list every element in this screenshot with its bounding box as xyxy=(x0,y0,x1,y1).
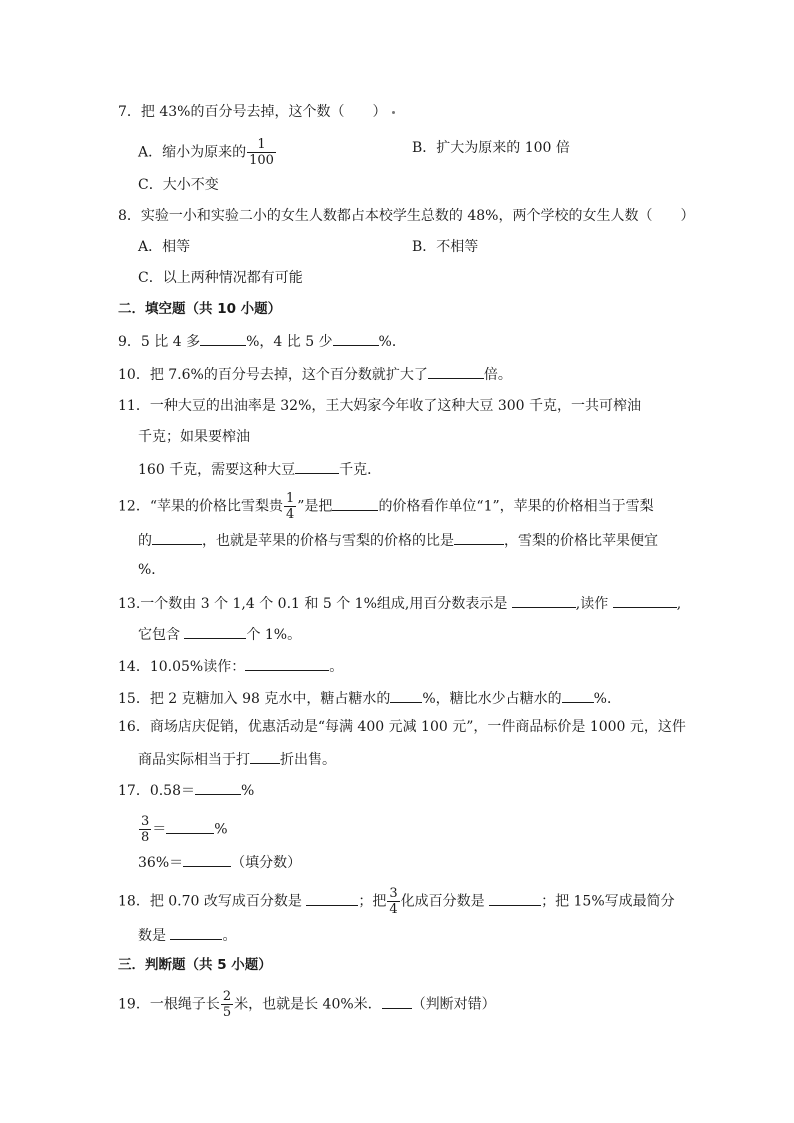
question-11-line-1: 11．一种大豆的出油率是 32%，王大妈家今年收了这种大豆 300 千克，一共可榨油 xyxy=(118,398,642,414)
q18-part: 。 xyxy=(222,928,237,944)
question-13-line-2 xyxy=(138,623,301,645)
question-13-line-1 xyxy=(118,592,681,614)
q16-part: 商品实际相当于打 xyxy=(138,752,250,768)
answer-blank[interactable] xyxy=(562,687,594,703)
fraction-2-5 xyxy=(221,990,233,1019)
question-11-line-3 xyxy=(138,458,381,480)
question-7 xyxy=(118,102,395,122)
q18-part: 18．把 0.70 改写成百分数是 xyxy=(118,893,307,910)
q10-part2: 倍。 xyxy=(483,367,512,383)
q17-part: % xyxy=(214,821,228,838)
answer-blank[interactable] xyxy=(166,818,214,834)
option-a-text: A．缩小为原来的 xyxy=(138,144,247,161)
section-3-heading: 三．判断题（共 5 小题） xyxy=(118,957,272,973)
answer-blank[interactable] xyxy=(245,655,329,671)
fraction-denominator: 100 xyxy=(249,153,274,168)
question-19 xyxy=(118,990,496,1019)
fraction-numerator: 3 xyxy=(389,886,398,901)
q9-part3: %． xyxy=(378,334,406,350)
answer-blank[interactable] xyxy=(250,748,280,764)
q13-part: 13.一个数由 3 个 1,4 个 0.1 和 5 个 1%组成,用百分数表示是 xyxy=(118,596,512,612)
question-14 xyxy=(118,655,343,677)
section-2-heading: 二．填空题（共 10 小题） xyxy=(118,301,282,317)
answer-blank[interactable] xyxy=(333,330,379,346)
question-8-option-a: A．相等 xyxy=(138,239,191,255)
question-12-line-2 xyxy=(138,529,658,551)
q11-part: 千克． xyxy=(339,462,382,478)
q18-part: ；把 xyxy=(358,893,387,910)
answer-blank[interactable] xyxy=(332,495,378,511)
answer-blank[interactable] xyxy=(184,623,246,639)
fraction-1-100 xyxy=(247,138,276,167)
q12-part: 的 xyxy=(138,533,152,549)
q13-part: 个 1%。 xyxy=(246,627,302,643)
q15-part: 15．把 2 克糖加入 98 克水中，糖占糖水的 xyxy=(118,691,391,707)
fraction-denominator: 4 xyxy=(389,902,398,917)
fraction-1-4 xyxy=(284,492,296,521)
answer-blank[interactable] xyxy=(195,779,241,795)
q17-part: % xyxy=(241,783,255,799)
answer-blank[interactable] xyxy=(295,458,339,474)
answer-blank[interactable] xyxy=(382,993,412,1009)
question-18-line-2 xyxy=(138,924,236,946)
q17-part: （填分数） xyxy=(231,855,302,871)
q13-part: ,读作 xyxy=(575,596,613,612)
question-7-text: 7．把 43%的百分号去掉，这个数（ ） xyxy=(118,104,387,120)
question-7-option-c: C．大小不变 xyxy=(138,177,219,193)
q10-part1: 10．把 7.6%的百分号去掉，这个百分数就扩大了 xyxy=(118,367,428,383)
q19-part: 19．一根绳子长 xyxy=(118,996,220,1013)
q15-part: %，糖比水少占糖水的 xyxy=(422,691,562,707)
question-17-line-3 xyxy=(138,851,301,873)
answer-blank[interactable] xyxy=(183,851,231,867)
answer-blank[interactable] xyxy=(170,924,222,940)
question-7-option-b: B．扩大为原来的 100 倍 xyxy=(412,140,570,156)
fraction-numerator: 3 xyxy=(141,814,150,829)
q12-part: ，也就是苹果的价格与雪梨的价格的比是 xyxy=(202,533,454,549)
answer-blank[interactable] xyxy=(306,890,358,906)
q11-part: 160 千克，需要这种大豆 xyxy=(138,462,296,478)
fraction-numerator: 1 xyxy=(285,491,295,506)
answer-blank[interactable] xyxy=(512,592,576,608)
fraction-denominator: 8 xyxy=(141,830,150,845)
answer-blank[interactable] xyxy=(152,529,202,545)
question-15 xyxy=(118,687,621,709)
question-12-line-3: %． xyxy=(138,562,166,578)
fraction-denominator: 4 xyxy=(285,507,295,522)
question-10 xyxy=(118,363,512,385)
q16-part: 折出售。 xyxy=(280,752,336,768)
answer-blank[interactable] xyxy=(454,529,504,545)
question-12-line-1 xyxy=(118,492,654,521)
q13-part: , xyxy=(676,596,682,612)
question-16-line-1: 16．商场店庆促销，优惠活动是“每满 400 元减 100 元”，一件商品标价是 1000 元，这件 xyxy=(118,719,686,735)
q15-part: %． xyxy=(593,691,621,707)
q14-part: 。 xyxy=(329,659,344,675)
question-11-line-2: 千克；如果要榨油 xyxy=(138,429,250,445)
q12-part: 12．“苹果的价格比雪梨贵 xyxy=(118,498,283,515)
fraction-3-4 xyxy=(387,887,399,916)
fraction-numerator: 1 xyxy=(257,137,266,152)
question-7-option-a xyxy=(138,138,277,167)
q12-part: ”是把 xyxy=(297,498,333,515)
q18-part: 数是 xyxy=(138,928,171,944)
answer-blank[interactable] xyxy=(390,687,422,703)
q13-part: 它包含 xyxy=(138,627,185,643)
question-9 xyxy=(118,330,406,352)
answer-blank[interactable] xyxy=(613,592,677,608)
q18-part: ；把 15%写成最简分 xyxy=(541,893,675,910)
question-18-line-1 xyxy=(118,887,675,916)
q12-part: 的价格看作单位“1”，苹果的价格相当于雪梨 xyxy=(378,498,654,515)
question-8-option-c: C．以上两种情况都有可能 xyxy=(138,270,303,286)
q17-part: 36%＝ xyxy=(138,855,184,871)
stray-dot-mark xyxy=(392,111,395,114)
q19-part: 米，也就是长 40%米． xyxy=(234,996,382,1013)
q14-part: 14．10.05%读作： xyxy=(118,659,246,675)
question-17-line-1 xyxy=(118,779,254,801)
q17-part: ＝ xyxy=(152,821,167,838)
q18-part: 化成百分数是 xyxy=(400,893,490,910)
question-17-line-2 xyxy=(138,815,228,844)
fraction-3-8 xyxy=(139,815,151,844)
answer-blank[interactable] xyxy=(200,330,246,346)
question-16-line-2 xyxy=(138,748,336,770)
q9-part1: 9．5 比 4 多 xyxy=(118,334,201,350)
q17-part: 17．0.58＝ xyxy=(118,783,195,799)
fraction-denominator: 5 xyxy=(222,1005,232,1020)
answer-blank[interactable] xyxy=(489,890,541,906)
question-8-option-b: B．不相等 xyxy=(412,239,479,255)
fraction-numerator: 2 xyxy=(222,989,232,1004)
q12-part: ，雪梨的价格比苹果便宜 xyxy=(504,533,658,549)
q9-part2: %，4 比 5 少 xyxy=(246,334,333,350)
question-8-text: 8．实验一小和实验二小的女生人数都占本校学生总数的 48%，两个学校的女生人数（ ） xyxy=(118,208,695,224)
answer-blank[interactable] xyxy=(428,363,484,379)
q19-part: （判断对错） xyxy=(411,996,496,1013)
